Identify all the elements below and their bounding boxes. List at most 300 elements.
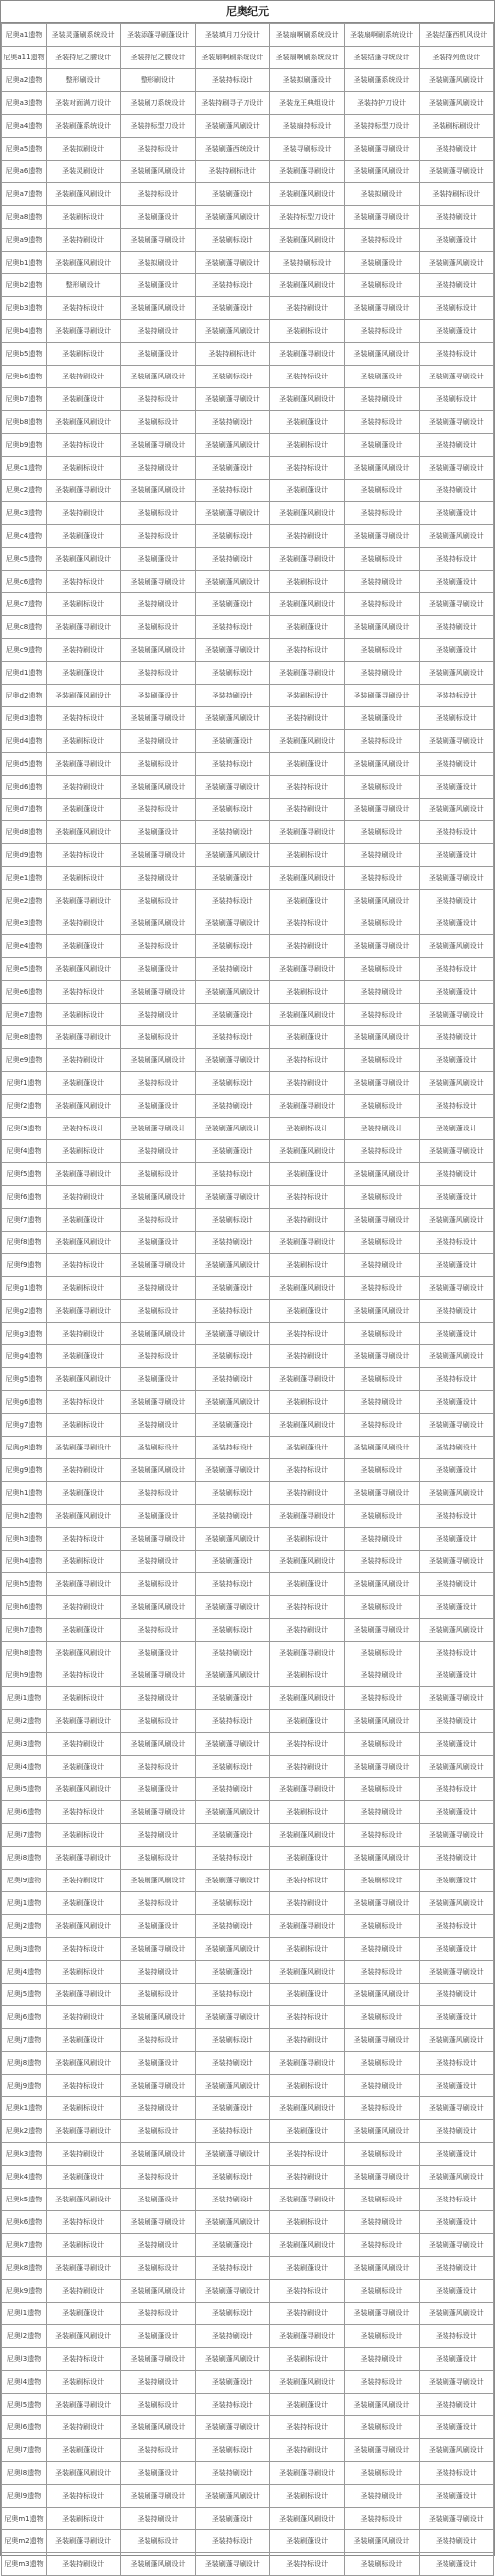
design-item-cell: 圣装持标设计: [419, 1368, 493, 1391]
design-item-cell: 圣装刷蓬设计: [47, 388, 121, 411]
design-item-cell: 圣装持刷设计: [195, 1095, 269, 1118]
design-item-cell: 圣装刷标设计: [121, 1847, 195, 1870]
design-item-cell: 圣装刷蓬寻刷设计: [419, 1961, 493, 1984]
design-item-cell: 圣装持标设计: [269, 1870, 344, 1892]
design-item-cell: 圣装刷蓬寻刷设计: [419, 1004, 493, 1026]
design-item-cell: 圣装刷蓬寻刷设计: [47, 1300, 121, 1323]
design-item-cell: 圣装持刷设计: [195, 1368, 269, 1391]
design-item-cell: 圣装持刷设计: [419, 434, 493, 457]
design-item-cell: 圣装刷蓬寻刷设计: [419, 2097, 493, 2120]
design-item-cell: 圣装刷标设计: [345, 2189, 419, 2211]
design-item-cell: 圣装刷标设计: [195, 935, 269, 958]
design-item-cell: 圣装持标设计: [419, 821, 493, 844]
design-item-cell: 圣装刷蓬设计: [419, 1801, 493, 1824]
relic-name-cell: 尼奥j2遗物: [2, 1915, 47, 1938]
design-item-cell: 圣装刷蓬设计: [195, 2097, 269, 2120]
relic-name-cell: 尼奥l7遗物: [2, 2439, 47, 2462]
table-row: [2, 2303, 494, 2325]
design-item-cell: 圣装刷标设计: [269, 434, 344, 457]
relic-name-cell: 尼奥i5遗物: [2, 1778, 47, 1801]
design-item-cell: 圣装持刷设计: [419, 1163, 493, 1186]
design-item-cell: 圣装刷蓬风刷设计: [195, 2075, 269, 2097]
design-item-cell: 圣装刷蓬设计: [269, 1847, 344, 1870]
table-row: [2, 799, 494, 821]
table-row: [2, 1459, 494, 1482]
design-item-cell: 圣装持刷设计: [121, 1824, 195, 1847]
design-item-cell: 圣装刷蓬寻刷设计: [345, 799, 419, 821]
design-item-cell: 圣装刷蓬寻刷设计: [419, 1414, 493, 1437]
table-row: [2, 2166, 494, 2189]
design-item-cell: 圣装刷蓬风刷设计: [269, 1687, 344, 1710]
design-item-cell: 圣装刷蓬寻刷设计: [269, 1642, 344, 1664]
design-item-cell: 圣装刷标设计: [345, 548, 419, 571]
table-row: [2, 730, 494, 753]
design-item-cell: 圣装持标设计: [195, 2530, 269, 2553]
design-item-cell: 圣装刷标设计: [269, 1801, 344, 1824]
design-item-cell: 圣装刷蓬寻刷设计: [47, 753, 121, 776]
design-item-cell: 圣装刷蓬风刷设计: [47, 183, 121, 206]
design-item-cell: 圣装持刷设计: [345, 844, 419, 867]
design-item-cell: 圣装持刷设计: [47, 1733, 121, 1756]
design-item-cell: 圣装持刷设计: [419, 753, 493, 776]
design-item-cell: 圣装刷蓬寻刷设计: [195, 1870, 269, 1892]
relic-name-cell: 尼奥j8遗物: [2, 2052, 47, 2075]
relic-name-cell: 尼奥a1遗物: [2, 24, 47, 47]
design-item-cell: 圣装刷标设计: [269, 1664, 344, 1687]
table-row: [2, 2075, 494, 2097]
design-item-cell: 圣装持标设计: [121, 2303, 195, 2325]
design-item-cell: 圣装持标设计: [345, 2508, 419, 2530]
design-item-cell: 圣装刷蓬设计: [47, 1619, 121, 1642]
table-row: [2, 2029, 494, 2052]
design-item-cell: 圣装刷蓬寻刷设计: [47, 2120, 121, 2143]
design-item-cell: 圣装刷蓬设计: [47, 1345, 121, 1368]
table-row: [2, 434, 494, 457]
design-item-cell: 圣装刷蓬设计: [47, 2029, 121, 2052]
table-row: [2, 844, 494, 867]
design-item-cell: 圣装灵刷设计: [47, 161, 121, 183]
design-item-cell: 圣装刷蓬寻刷设计: [419, 457, 493, 480]
design-item-cell: 圣装刷蓬风刷设计: [345, 2530, 419, 2553]
relic-name-cell: 尼奥a8遗物: [2, 206, 47, 229]
design-item-cell: 圣装刷蓬风刷设计: [47, 548, 121, 571]
relic-name-cell: 尼奥i7遗物: [2, 1824, 47, 1847]
table-row: [2, 1619, 494, 1642]
relic-name-cell: 尼奥e2遗物: [2, 890, 47, 912]
design-item-cell: 圣装持列鱼设计: [419, 47, 493, 69]
relic-name-cell: 尼奥k2遗物: [2, 2120, 47, 2143]
table-row: [2, 593, 494, 616]
design-item-cell: 圣装刷蓬寻刷设计: [47, 1163, 121, 1186]
table-row: [2, 1095, 494, 1118]
design-item-cell: 圣装持尼之腰设计: [47, 47, 121, 69]
design-item-cell: 圣装刷蓬设计: [269, 2257, 344, 2280]
design-item-cell: 圣装刷蓬风刷设计: [195, 320, 269, 343]
design-item-cell: 圣装持刷设计: [345, 1391, 419, 1414]
design-item-cell: 圣装刷标刷设计: [419, 115, 493, 138]
design-item-cell: 圣装刷蓬风刷设计: [47, 1095, 121, 1118]
relic-name-cell: 尼奥d9遗物: [2, 844, 47, 867]
design-item-cell: 圣装刷蓬设计: [269, 1573, 344, 1596]
design-item-cell: 圣装刷标设计: [345, 1049, 419, 1072]
design-item-cell: 圣装持刷设计: [269, 707, 344, 730]
design-item-cell: 圣装刷标设计: [269, 844, 344, 867]
design-item-cell: 圣装持刷设计: [195, 1505, 269, 1528]
design-item-cell: 圣装刷蓬寻刷设计: [195, 1596, 269, 1619]
design-item-cell: 圣装刷蓬风刷设计: [121, 1323, 195, 1345]
table-row: [2, 366, 494, 388]
design-item-cell: 圣装刷蓬设计: [121, 2052, 195, 2075]
design-item-cell: 圣装刷蓬寻刷设计: [269, 1232, 344, 1254]
design-item-cell: 圣装持标设计: [121, 2029, 195, 2052]
design-item-cell: 圣装对面满刀设计: [47, 92, 121, 115]
design-item-cell: 圣装刷蓬寻刷设计: [269, 1095, 344, 1118]
design-item-cell: 圣装刷标设计: [345, 1368, 419, 1391]
design-item-cell: 圣装刷标设计: [47, 1004, 121, 1026]
table-row: [2, 616, 494, 639]
relic-name-cell: 尼奥i8遗物: [2, 1847, 47, 1870]
design-item-cell: 圣装灵蓬刷系统设计: [47, 24, 121, 47]
design-item-cell: 圣装刷蓬风刷设计: [419, 1345, 493, 1368]
design-item-cell: 圣装刷蓬设计: [419, 844, 493, 867]
table-row: [2, 343, 494, 366]
design-item-cell: 圣装持刷设计: [47, 1596, 121, 1619]
design-item-cell: 圣装刷蓬风刷设计: [269, 1004, 344, 1026]
table-row: [2, 1345, 494, 1368]
relic-name-cell: 尼奥e7遗物: [2, 1004, 47, 1026]
design-item-cell: 圣装刷蓬风刷设计: [345, 753, 419, 776]
design-item-cell: 圣装持刷设计: [47, 2143, 121, 2166]
design-item-cell: 圣装龙王典组设计: [269, 92, 344, 115]
design-item-cell: 圣装持标设计: [345, 1551, 419, 1573]
design-item-cell: 圣装刷蓬设计: [419, 571, 493, 593]
design-item-cell: 圣装持标设计: [419, 548, 493, 571]
design-item-cell: 圣装刷蓬风刷设计: [269, 730, 344, 753]
design-item-cell: 圣装刷蓬风刷设计: [47, 411, 121, 434]
design-item-cell: 圣装刷蓬寻刷设计: [195, 502, 269, 525]
design-item-cell: 圣装持标设计: [419, 343, 493, 366]
design-item-cell: 圣装持刷设计: [195, 411, 269, 434]
relic-name-cell: 尼奥k6遗物: [2, 2211, 47, 2234]
table-row: [2, 707, 494, 730]
design-item-cell: 圣装刷蓬风刷设计: [345, 1847, 419, 1870]
table-row: [2, 2211, 494, 2234]
design-item-cell: 圣装持标设计: [47, 1118, 121, 1140]
relic-name-cell: 尼奥i3遗物: [2, 1733, 47, 1756]
design-item-cell: 圣装刷蓬设计: [269, 1300, 344, 1323]
design-item-cell: 圣装刷蓬风刷设计: [121, 2553, 195, 2576]
design-item-cell: 圣装刷标设计: [345, 958, 419, 981]
relic-name-cell: 尼奥d8遗物: [2, 821, 47, 844]
design-item-cell: 圣装刷蓬设计: [419, 2348, 493, 2371]
relic-name-cell: 尼奥f4遗物: [2, 1140, 47, 1163]
table-row: [2, 1801, 494, 1824]
design-item-cell: 圣装刷蓬设计: [269, 1163, 344, 1186]
design-item-cell: 圣装刷标设计: [121, 2257, 195, 2280]
design-item-cell: 圣装持刷设计: [121, 1004, 195, 1026]
design-item-cell: 圣装刷蓬寻刷设计: [345, 206, 419, 229]
table-row: [2, 1505, 494, 1528]
design-item-cell: 圣装刷蓬设计: [121, 685, 195, 707]
relic-name-cell: 尼奥j7遗物: [2, 2029, 47, 2052]
design-item-cell: 圣装持刷设计: [47, 366, 121, 388]
design-item-cell: 圣装刷蓬风刷设计: [195, 1938, 269, 1961]
design-item-cell: 圣装刷蓬风刷设计: [47, 1642, 121, 1664]
design-item-cell: 圣装持刷设计: [121, 730, 195, 753]
design-item-cell: 圣装刷标设计: [121, 1163, 195, 1186]
design-item-cell: 圣装刷标设计: [345, 2416, 419, 2439]
table-row: [2, 2462, 494, 2485]
design-item-cell: 圣装刷蓬设计: [195, 457, 269, 480]
design-item-cell: 圣装持标设计: [269, 776, 344, 799]
relic-name-cell: 尼奥b7遗物: [2, 388, 47, 411]
relic-name-cell: 尼奥e6遗物: [2, 981, 47, 1004]
design-item-cell: 圣装刷蓬风刷设计: [419, 252, 493, 274]
relic-name-cell: 尼奥b5遗物: [2, 343, 47, 366]
design-item-cell: 整形刷设计: [47, 69, 121, 92]
design-item-cell: 圣装持刷设计: [47, 1870, 121, 1892]
design-item-cell: 圣装刷蓬设计: [195, 1687, 269, 1710]
design-item-cell: 圣装持刷设计: [345, 1664, 419, 1687]
design-item-cell: 圣装持刷标设计: [269, 252, 344, 274]
relic-name-cell: 尼奥g7遗物: [2, 1414, 47, 1437]
relic-name-cell: 尼奥h6遗物: [2, 1596, 47, 1619]
design-item-cell: 圣装持标设计: [269, 2006, 344, 2029]
table-row: [2, 821, 494, 844]
design-item-cell: 圣装刷蓬风刷设计: [269, 2371, 344, 2394]
design-item-cell: 圣装刷蓬寻刷设计: [47, 1026, 121, 1049]
design-item-cell: 圣装持刷设计: [419, 1026, 493, 1049]
design-item-cell: 圣装刷蓬寻刷设计: [195, 2416, 269, 2439]
design-item-cell: 圣装持标型刀设计: [269, 206, 344, 229]
design-item-cell: 圣装刷蓬风刷设计: [345, 161, 419, 183]
relic-name-cell: 尼奥e5遗物: [2, 958, 47, 981]
design-item-cell: 圣装刷标设计: [47, 867, 121, 890]
design-item-cell: 圣装持刷设计: [47, 1323, 121, 1345]
design-item-cell: 圣装刷蓬寻刷设计: [345, 138, 419, 161]
design-item-cell: 圣装刷蓬寻刷设计: [121, 571, 195, 593]
design-item-cell: 圣装持刷设计: [195, 1778, 269, 1801]
design-item-cell: 圣装刷蓬设计: [195, 1551, 269, 1573]
design-item-cell: 圣装刷蓬寻刷设计: [47, 480, 121, 502]
table-row: [2, 2485, 494, 2508]
design-item-cell: 圣装刷蓬设计: [47, 662, 121, 685]
design-item-cell: 圣装持刷寻子刀设计: [195, 92, 269, 115]
design-item-cell: 圣装刷标设计: [345, 2280, 419, 2303]
design-item-cell: 圣装刷蓬寻刷设计: [419, 1140, 493, 1163]
design-item-cell: 圣装刷蓬风刷设计: [47, 1778, 121, 1801]
design-item-cell: 圣装刷蓬风刷设计: [121, 1186, 195, 1209]
design-item-cell: 圣装刷蓬设计: [121, 274, 195, 297]
relic-name-cell: 尼奥m2遗物: [2, 2530, 47, 2553]
design-item-cell: 圣装持标设计: [47, 1254, 121, 1277]
table-row: [2, 138, 494, 161]
relic-name-cell: 尼奥l3遗物: [2, 2348, 47, 2371]
design-item-cell: 圣装刷蓬风刷设计: [419, 799, 493, 821]
design-item-cell: 圣装持刷标设计: [419, 183, 493, 206]
relic-name-cell: 尼奥f3遗物: [2, 1118, 47, 1140]
design-item-cell: 圣装刷蓬寻刷设计: [47, 890, 121, 912]
design-item-cell: 圣装刷蓬风刷设计: [47, 2052, 121, 2075]
table-row: [2, 1710, 494, 1733]
table-row: [2, 548, 494, 571]
design-item-cell: 圣装刷蓬风刷设计: [345, 1710, 419, 1733]
design-item-cell: 圣装刷蓬设计: [419, 1870, 493, 1892]
design-item-cell: 圣装刷蓬设计: [419, 2416, 493, 2439]
design-item-cell: 圣装刷蓬风刷设计: [269, 274, 344, 297]
relic-name-cell: 尼奥j5遗物: [2, 1984, 47, 2006]
relic-name-cell: 尼奥a9遗物: [2, 229, 47, 252]
design-item-cell: 圣装刷标设计: [345, 2006, 419, 2029]
design-item-cell: 圣装持刷设计: [195, 958, 269, 981]
relic-name-cell: 尼奥c2遗物: [2, 480, 47, 502]
design-item-cell: 圣装持刷设计: [47, 2006, 121, 2029]
table-row: [2, 502, 494, 525]
design-item-cell: 圣装持标设计: [195, 1984, 269, 2006]
design-item-cell: 圣装持刷设计: [419, 2394, 493, 2416]
relic-name-cell: 尼奥h7遗物: [2, 1619, 47, 1642]
design-item-cell: 圣装刷标设计: [47, 206, 121, 229]
design-item-cell: 圣装刷蓬设计: [47, 2303, 121, 2325]
table-row: [2, 2439, 494, 2462]
design-item-cell: 圣装持标设计: [269, 2143, 344, 2166]
design-item-cell: 圣装刷标设计: [47, 2097, 121, 2120]
table-row: [2, 958, 494, 981]
design-item-cell: 圣装刷标设计: [345, 1642, 419, 1664]
relic-name-cell: 尼奥i2遗物: [2, 1710, 47, 1733]
design-item-cell: 圣装刷蓬风刷设计: [345, 616, 419, 639]
table-row: [2, 1482, 494, 1505]
table-row: [2, 1870, 494, 1892]
table-row: [2, 47, 494, 69]
design-item-cell: 圣装刷蓬寻刷设计: [419, 730, 493, 753]
design-item-cell: 圣装刷蓬寻刷设计: [195, 1459, 269, 1482]
design-item-cell: 圣装持标设计: [345, 730, 419, 753]
design-item-cell: 圣装刷蓬寻刷设计: [269, 2052, 344, 2075]
table-row: [2, 1984, 494, 2006]
table-row: [2, 1551, 494, 1573]
design-item-cell: 圣装持刷设计: [269, 1482, 344, 1505]
design-item-cell: 圣装刷蓬寻刷设计: [345, 525, 419, 548]
design-item-cell: 圣装持标设计: [345, 2097, 419, 2120]
design-item-cell: 圣装刷标设计: [345, 480, 419, 502]
design-item-cell: 圣装刷标设计: [121, 1026, 195, 1049]
design-item-cell: 圣装持标设计: [419, 958, 493, 981]
design-item-cell: 圣装持标设计: [419, 1232, 493, 1254]
table-row: [2, 24, 494, 47]
design-item-cell: 圣装刷蓬设计: [195, 297, 269, 320]
design-item-cell: 圣装刷蓬风刷设计: [269, 1824, 344, 1847]
design-item-cell: 圣装刷蓬风刷设计: [47, 2462, 121, 2485]
design-item-cell: 圣装持标设计: [47, 571, 121, 593]
design-item-cell: 圣装刷蓬风刷设计: [47, 2189, 121, 2211]
table-row: [2, 935, 494, 958]
design-item-cell: 圣装刷标设计: [345, 2553, 419, 2576]
design-item-cell: 圣装刷蓬寻刷设计: [195, 1733, 269, 1756]
design-item-cell: 圣装刷蓬风刷设计: [269, 2508, 344, 2530]
relic-name-cell: 尼奥k3遗物: [2, 2143, 47, 2166]
design-item-cell: 圣装持标设计: [47, 1391, 121, 1414]
design-item-cell: 圣装持刷设计: [121, 1687, 195, 1710]
design-item-cell: 圣装刷蓬设计: [269, 411, 344, 434]
relic-name-cell: 尼奥c4遗物: [2, 525, 47, 548]
design-item-cell: 圣装刷蓬寻刷设计: [195, 252, 269, 274]
table-row: [2, 1232, 494, 1254]
design-item-cell: 圣装持刷设计: [269, 1892, 344, 1915]
table-row: [2, 1915, 494, 1938]
design-item-cell: 圣装刷蓬风刷设计: [47, 1232, 121, 1254]
design-item-cell: 圣装刷蓬寻刷设计: [269, 662, 344, 685]
design-item-cell: 圣装填月刀分设计: [195, 24, 269, 47]
design-item-cell: 圣装刷蓬风刷设计: [195, 707, 269, 730]
design-item-cell: 圣装持刷设计: [195, 1232, 269, 1254]
design-item-cell: 圣装刷蓬风刷设计: [345, 1163, 419, 1186]
design-item-cell: 圣装刷蓬寻刷设计: [269, 1368, 344, 1391]
relic-name-cell: 尼奥i4遗物: [2, 1756, 47, 1778]
design-item-cell: 圣装刷蓬设计: [195, 1277, 269, 1300]
design-item-cell: 圣装刷蓬设计: [419, 1596, 493, 1619]
relic-name-cell: 尼奥h9遗物: [2, 1664, 47, 1687]
table-row: [2, 1778, 494, 1801]
design-item-cell: 圣装刷蓬设计: [121, 206, 195, 229]
design-item-cell: 圣装刷蓬寻刷设计: [269, 1778, 344, 1801]
relic-name-cell: 尼奥d5遗物: [2, 753, 47, 776]
design-item-cell: 圣装刷蓬设计: [47, 1209, 121, 1232]
design-item-cell: 圣装刷蓬风刷设计: [195, 2348, 269, 2371]
design-item-cell: 圣装刷蓬风刷设计: [121, 1870, 195, 1892]
design-item-cell: 圣装刷蓬风刷设计: [195, 1254, 269, 1277]
design-item-cell: 圣装持标设计: [419, 1642, 493, 1664]
design-item-cell: 圣装刷蓬设计: [345, 434, 419, 457]
design-item-cell: 圣装刷蓬风刷设计: [195, 1118, 269, 1140]
design-item-cell: 圣装刷蓬设计: [269, 1437, 344, 1459]
table-row: [2, 2143, 494, 2166]
design-item-cell: 圣装扇持标设计: [269, 115, 344, 138]
design-item-cell: 圣装持刷设计: [195, 2052, 269, 2075]
relic-name-cell: 尼奥b1遗物: [2, 252, 47, 274]
design-item-cell: 圣装持标设计: [419, 1505, 493, 1528]
design-item-cell: 圣装持标设计: [195, 2257, 269, 2280]
design-item-cell: 圣装刷蓬设计: [47, 1072, 121, 1095]
design-item-cell: 圣装刷蓬风刷设计: [345, 890, 419, 912]
design-item-cell: 圣装持刷设计: [345, 1801, 419, 1824]
table-row: [2, 206, 494, 229]
design-item-cell: 圣装刷蓬寻刷设计: [121, 1118, 195, 1140]
design-item-cell: 圣装刷蓬设计: [269, 480, 344, 502]
design-item-cell: 圣装持刷设计: [47, 1049, 121, 1072]
design-item-cell: 圣装刷蓬风刷设计: [195, 2211, 269, 2234]
design-item-cell: 圣装刷蓬设计: [269, 890, 344, 912]
design-item-cell: 圣装刷蓬风刷设计: [195, 2485, 269, 2508]
design-item-cell: 圣装刷蓬寻刷设计: [345, 1482, 419, 1505]
relic-name-cell: 尼奥g4遗物: [2, 1345, 47, 1368]
design-item-cell: 圣装持标设计: [269, 2416, 344, 2439]
design-item-cell: 圣装刷蓬寻刷设计: [345, 935, 419, 958]
design-item-cell: 圣装刷蓬风刷设计: [47, 821, 121, 844]
table-row: [2, 1847, 494, 1870]
design-item-cell: 圣装刷蓬设计: [121, 1505, 195, 1528]
design-item-cell: 圣装持刷设计: [121, 2234, 195, 2257]
design-item-cell: 圣装持标设计: [345, 1961, 419, 1984]
design-item-cell: 圣装刷蓬风刷设计: [47, 1505, 121, 1528]
relic-name-cell: 尼奥b2遗物: [2, 274, 47, 297]
design-item-cell: 圣装刷标设计: [345, 2052, 419, 2075]
design-item-cell: 圣装持刷设计: [195, 2462, 269, 2485]
design-item-cell: 圣装刷蓬寻刷设计: [121, 844, 195, 867]
design-item-cell: 圣装刷蓬设计: [419, 320, 493, 343]
design-item-cell: 圣装刷蓬风刷设计: [345, 457, 419, 480]
table-row: [2, 890, 494, 912]
